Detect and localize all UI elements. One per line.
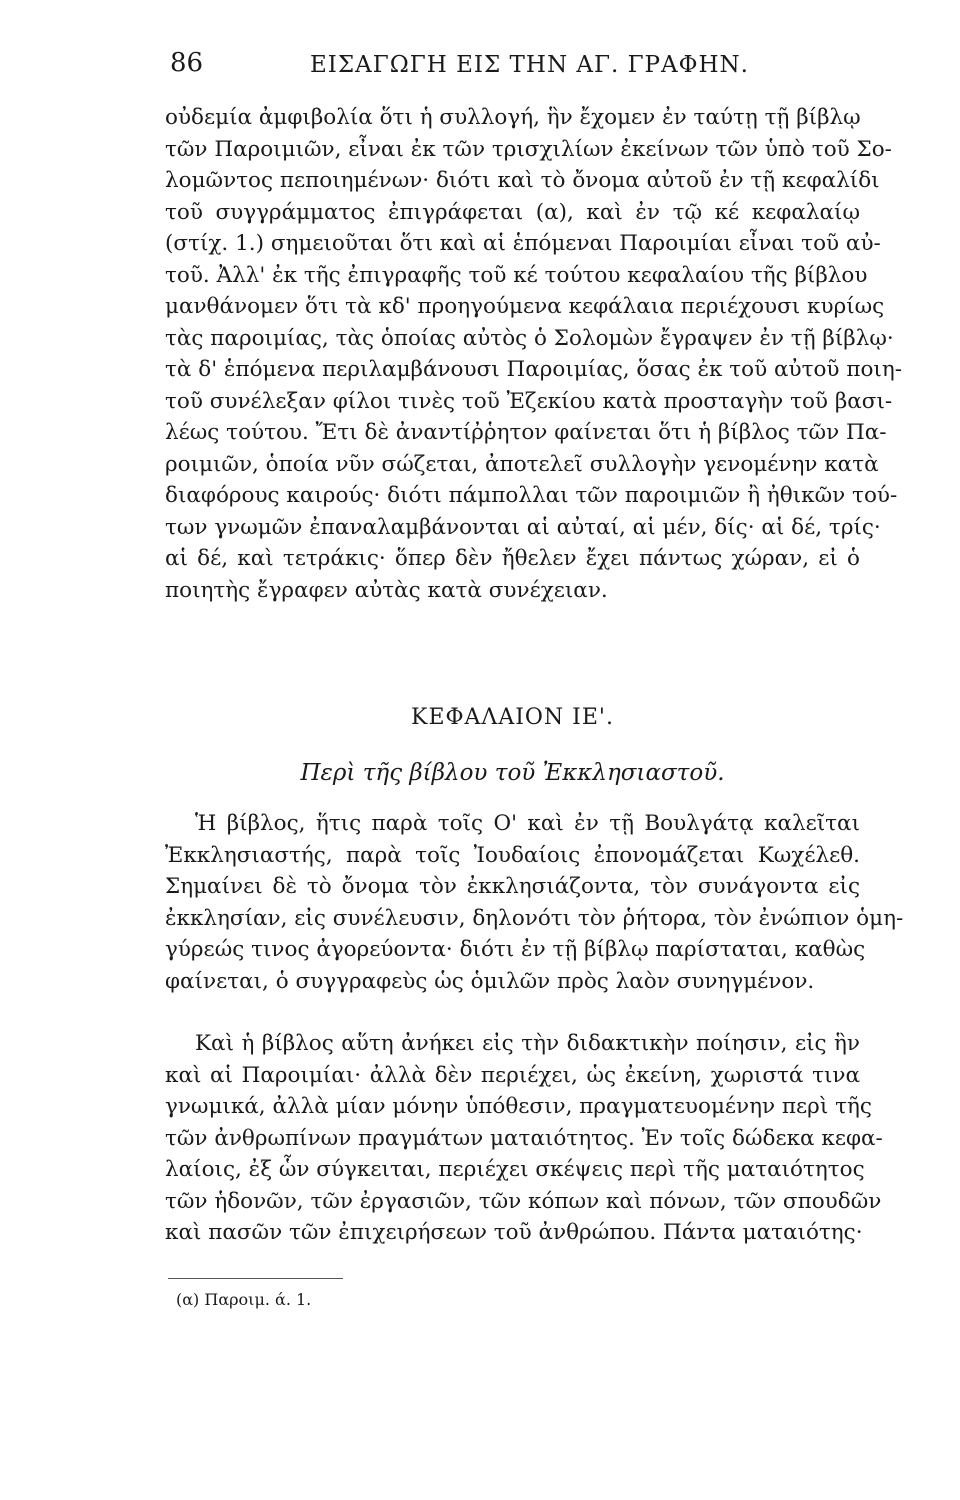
text-line: καὶ αἱ Παροιμίαι· ἀλλὰ δὲν περιέχει, ὡς ἐκείνη, χωριστά τινα xyxy=(165,1062,860,1088)
text-line: τοῦ συγγράμματος ἐπιγράφεται (α), καὶ ἐν τῷ κέ κεφαλαίῳ xyxy=(165,199,860,225)
text-line: τὰ δ' ἑπόμενα περιλαμβάνουσι Παροιμίας, ὅσας ἐκ τοῦ αὐτοῦ ποιη- xyxy=(165,357,902,382)
page-header xyxy=(170,48,860,88)
text-line: τοῦ συνέλεξαν φίλοι τινὲς τοῦ Ἐζεκίου κατὰ προσταγὴν τοῦ βασι- xyxy=(165,388,893,414)
footnote-rule xyxy=(168,1278,343,1279)
text-line: Σημαίνει δὲ τὸ ὄνομα τὸν ἐκκλησιάζοντα, τὸν συνάγοντα εἰς xyxy=(165,874,860,899)
chapter-subtitle: Περὶ τῆς βίβλου τοῦ Ἐκκλησιαστοῦ. xyxy=(300,760,725,786)
text-line: ἐκκλησίαν, εἰς συνέλευσιν, δηλονότι τὸν ῥήτορα, τὸν ἐνώπιον ὁμη- xyxy=(165,905,904,931)
text-line: Ἐκκλησιαστής, παρὰ τοῖς Ἰουδαίοις ἐπονομάζεται Κωχέλεθ. xyxy=(165,842,860,868)
chapter-heading: ΚΕΦΑΛΑΙΟΝ ΙΕ'. xyxy=(411,705,614,730)
text-line: μανθάνομεν ὅτι τὰ κδ' προηγούμενα κεφάλαια περιέχουσι κυρίως xyxy=(165,294,885,319)
page-number: 86 xyxy=(170,48,204,78)
text-line: Καὶ ἡ βίβλος αὕτη ἀνήκει εἰς τὴν διδακτικὴν ποίησιν, εἰς ἣν xyxy=(195,1031,860,1056)
text-line: ροιμιῶν, ὁποία νῦν σώζεται, ἀποτελεῖ συλλογὴν γενομένην κατὰ xyxy=(165,451,879,477)
text-line: λομῶντος πεποιημένων· διότι καὶ τὸ ὄνομα αὐτοῦ ἐν τῇ κεφαλίδι xyxy=(165,168,880,193)
text-line: φαίνεται, ὁ συγγραφεὺς ὡς ὁμιλῶν πρὸς λαὸν συνηγμένον. xyxy=(165,968,815,994)
text-line: των γνωμῶν ἐπαναλαμβάνονται αἱ αὐταί, αἱ μέν, δίς· αἱ δέ, τρίς· xyxy=(165,514,881,540)
text-line: τῶν Παροιμιῶν, εἶναι ἐκ τῶν τρισχιλίων ἐκείνων τῶν ὑπὸ τοῦ Σο- xyxy=(165,136,892,162)
paragraph-1 xyxy=(165,102,902,606)
text-line: γύρεώς τινος ἀγορεύοντα· διότι ἐν τῇ βίβλῳ παρίσταται, καθὼς xyxy=(165,937,866,962)
footnote: (α) Παροιμ. ά. 1. xyxy=(176,1290,312,1309)
text-line: τῶν ἡδονῶν, τῶν ἐργασιῶν, τῶν κόπων καὶ πόνων, τῶν σπουδῶν xyxy=(165,1188,882,1214)
text-line: ποιητὴς ἔγραφεν αὐτὰς κατὰ συνέχειαν. xyxy=(165,577,608,603)
text-line: τὰς παροιμίας, τὰς ὁποίας αὐτὸς ὁ Σολομὼν ἔγραψεν ἐν τῇ βίβλῳ· xyxy=(165,325,894,351)
text-line: λαίοις, ἐξ ὧν σύγκειται, περιέχει σκέψεις περὶ τῆς ματαιότητος xyxy=(165,1157,865,1182)
text-line: τοῦ. Ἀλλ' ἐκ τῆς ἐπιγραφῆς τοῦ κέ τούτου κεφαλαίου τῆς βίβλου xyxy=(165,262,868,288)
text-line: αἱ δέ, καὶ τετράκις· ὅπερ δὲν ἤθελεν ἔχει πάντως χώραν, εἰ ὁ xyxy=(165,546,860,571)
paragraph-2 xyxy=(165,808,904,997)
text-line: καὶ πασῶν τῶν ἐπιχειρήσεων τοῦ ἀνθρώπου. Πάντα ματαιότης· xyxy=(165,1220,863,1245)
text-line: λέως τούτου. Ἔτι δὲ ἀναντίῤῥητον φαίνεται ὅτι ἡ βίβλος τῶν Πα- xyxy=(165,420,887,445)
text-line: Ἡ βίβλος, ἥτις παρὰ τοῖς Ο' καὶ ἐν τῇ Βουλγάτᾳ καλεῖται xyxy=(195,811,860,836)
text-line: οὐδεμία ἀμφιβολία ὅτι ἡ συλλογή, ἣν ἔχομεν ἐν ταύτῃ τῇ βίβλῳ xyxy=(165,105,861,130)
running-head: ΕΙΣΑΓΩΓΗ ΕΙΣ ΤΗΝ ΑΓ. ΓΡΑΦΗΝ. xyxy=(310,52,749,78)
text-line: διαφόρους καιρούς· διότι πάμπολλαι τῶν παροιμιῶν ἢ ἠθικῶν τού- xyxy=(165,483,898,508)
text-line: (στίχ. 1.) σημειοῦται ὅτι καὶ αἱ ἑπόμεναι Παροιμίαι εἶναι τοῦ αὐ- xyxy=(165,231,881,256)
paragraph-3 xyxy=(165,1028,883,1249)
text-line: τῶν ἀνθρωπίνων πραγμάτων ματαιότητος. Ἐν τοῖς δώδεκα κεφα- xyxy=(165,1125,883,1151)
text-line: γνωμικά, ἀλλὰ μίαν μόνην ὑπόθεσιν, πραγματευομένην περὶ τῆς xyxy=(165,1094,872,1119)
